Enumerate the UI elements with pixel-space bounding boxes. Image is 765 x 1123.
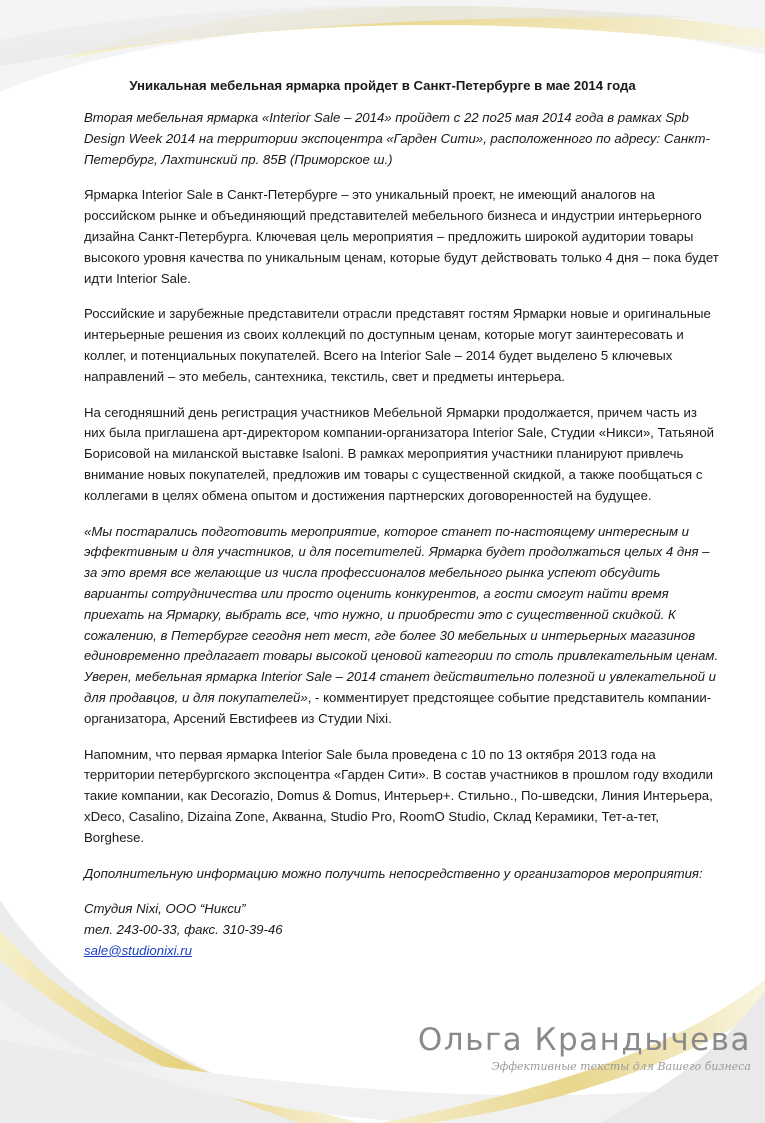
quote-text: «Мы постарались подготовить мероприятие, которое станет по-настоящему интересным и эффективным и для участников, и для посетителей. Ярмарка будет продолжаться целых 4 дня – за это время все желающие из числа профессионалов мебельного рынка успеют обсудить варианты сотрудничества или просто оценить конкурентов, а гости смогут найти время приехать на Ярмарку, выбрать все, что нужно, и приобрести это с существенной скидкой. К сожалению, в Петербурге сегодня нет мест, где более 30 мебельных и интерьерных магазинов единовременно предлагает товары высокой ценовой категории по столь привлекательным ценам. Уверен, мебельная ярмарка Interior Sale – 2014 станет действительно полезной и увлекательной и для продавцов, и для покупателей» (84, 523, 719, 705)
paragraph-registration: На сегодняшний день регистрация участников Мебельной Ярмарки продолжается, причем часть из них была приглашена арт-директором компании-организатора Interior Sale, Студии «Никси», Татьяной Борисовой на миланской выставке Isaloni. В рамках мероприятия участники планируют привлечь внимание новых покупателей, предложив им товары с существенной скидкой, а также пообщаться с коллегами в целях обмена опытом и достижения партнерских договоренностей на будущее. (84, 404, 715, 503)
contact-block (84, 899, 720, 961)
lead-paragraph: Вторая мебельная ярмарка «Interior Sale – 2014» пройдет с 22 по25 мая 2014 года в рамках Spb Design Week 2014 на территории экспоцентра «Гарден Сити», расположенного по адресу: Санкт-Петербург, Лахтинский пр. 85В (Приморское ш.) (84, 110, 710, 167)
document-body (84, 108, 720, 977)
more-info-paragraph: Дополнительную информацию можно получить непосредственно у организаторов мероприятия: (84, 865, 703, 881)
signature-name: Ольга Крандычева (417, 1022, 751, 1058)
quote-attribution: , - комментирует предстоящее событие представитель компании-организатора, Арсений Евстифеев из Студии Nixi. (84, 689, 712, 726)
signature-tagline: Эффективные тексты для Вашего бизнеса (491, 1060, 751, 1073)
contact-email-link[interactable]: sale@studionixi.ru (84, 942, 192, 958)
contact-phone: тел. 243-00-33, факс. 310-39-46 (84, 922, 283, 938)
quote-paragraph (84, 522, 720, 730)
author-signature (418, 1022, 751, 1073)
contact-company: Студия Nixi, ООО “Никси” (84, 901, 246, 917)
paragraph-project: Ярмарка Interior Sale в Санкт-Петербурге – это уникальный проект, не имеющий аналогов на российском рынке и объединяющий представителей мебельного бизнеса и индустрии интерьерного дизайна Санкт-Петербурга. Ключевая цель мероприятия – предложить широкой аудитории товары высокого уровня качества по уникальным ценам, которые будут действовать только 4 дня – пока будет идти Interior Sale. (84, 187, 719, 286)
paragraph-exhibitors: Российские и зарубежные представители отрасли представят гостям Ярмарки новые и оригинальные интерьерные решения из своих коллекций по доступным ценам, которые могут заинтересовать и коллег, и потенциальных покупателей. Всего на Interior Sale – 2014 будет выделено 5 ключевых направлений – это мебель, сантехника, текстиль, свет и предметы интерьера. (84, 306, 711, 384)
paragraph-first-fair: Напомним, что первая ярмарка Interior Sale была проведена с 10 по 13 октября 2013 года на территории петербургского экспоцентра «Гарден Сити». В состав участников в прошлом году входили такие компании, как Decorazio, Domus & Domus, Интерьер+. Стильно., По-шведски, Линия Интерьера, xDeco, Casalino, Dizaina Zone, Акванна, Studio Pro, RoomO Studio, Склад Керамики, Тет-а-тет, Borghese. (84, 746, 714, 845)
document-title: Уникальная мебельная ярмарка пройдет в Санкт-Петербурге в мае 2014 года (129, 78, 636, 93)
